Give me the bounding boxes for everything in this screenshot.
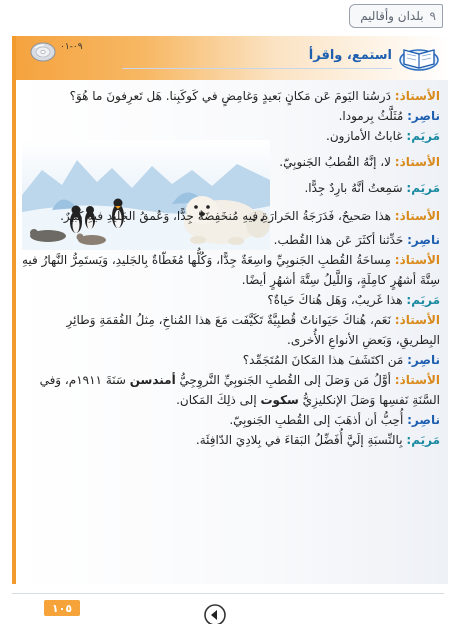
- speaker-label: ناصِر:: [407, 109, 440, 123]
- dialogue-line: [20, 430, 440, 450]
- speaker-label: الأستاذ:: [394, 155, 440, 169]
- speaker-label: الأستاذ:: [394, 313, 440, 327]
- line-text: مُثَلَّثُ بِرمودا.: [338, 109, 404, 123]
- explorer-name-amundsen: أمندسن: [129, 373, 176, 387]
- line-text: حَدِّثنا أكثَرَ عَن هذا القُطب.: [273, 233, 404, 247]
- speaker-label: مَريَم:: [406, 433, 440, 447]
- audio-track-code: ٠٩-٠١: [60, 42, 83, 52]
- dialogue-line: [20, 230, 440, 250]
- speaker-label: ناصِر:: [407, 233, 440, 247]
- line-text: هذا صَحيحٌ، فَدَرَجَةُ الحَرارَةِ فيهِ مُنخَفِضَةٌ جِدًّا، وَعُمقُ الجَليدِ فيهِ كَبيرٌ.: [60, 209, 391, 223]
- speaker-label: الأستاذ:: [394, 209, 440, 223]
- line-text: هذا غَريبٌ، وَهَل هُناكَ حَياةٌ؟: [267, 293, 403, 307]
- dialogue-line: [20, 370, 440, 410]
- dialogue-line: [20, 350, 440, 370]
- speaker-label: الأستاذ:: [394, 373, 440, 387]
- speaker-label: ناصِر:: [407, 353, 440, 367]
- line-text: سَمِعتُ أنَّهُ بارِدٌ جِدًّا.: [304, 181, 403, 195]
- dialogue-line: [20, 310, 440, 350]
- line-text: نَعَم، هُناكَ حَيَواناتٌ قُطبِيَّةٌ تَكَيَّفَت مَعَ هذا المُناخِ، مِثلُ الفُقمَةِ وَطائِرِ البِطريقِ، وَبَعضِ الأنواعِ الأُخرى.: [66, 313, 440, 347]
- line-text-part: سَنَةَ ١٩١١م، وَفي السَّنَةِ نَفسِها وَصَلَ الإنكليزِيُّ: [39, 373, 440, 407]
- line-text: مَن اكتَشَفَ هذا المَكانَ المُتَجَمِّد؟: [242, 353, 404, 367]
- bottom-divider: [12, 593, 444, 594]
- explorer-name-scott: سكوت: [260, 393, 299, 407]
- open-book-icon: [398, 40, 440, 72]
- line-text: غاباتُ الأمازون.: [326, 129, 403, 143]
- title-divider: [122, 68, 392, 69]
- dialogue-line: [20, 290, 440, 310]
- dialogue-line: [20, 152, 440, 172]
- line-text: مِساحَةُ القُطبِ الجَنوبِيِّ واسِعَةٌ جِدًّا، وَكُلُّها مُغَطّاةٌ بِالجَليدِ، وَيَستَمِرُّ النَّهارُ فيهِ سِتَّةَ أشهُرٍ كامِلَةٍ، وَاللَّيلُ سِتَّةَ أشهُرٍ أيضًا.: [22, 253, 440, 287]
- line-text: أُحِبُّ أن أذهَبَ إلى القُطبِ الجَنوبِيّ.: [229, 413, 404, 427]
- dialogue-line: [20, 250, 440, 290]
- unit-tab[interactable]: [349, 4, 443, 28]
- dialogue-line: [20, 410, 440, 430]
- book-page: [12, 36, 448, 584]
- line-text: دَرسُنا اليَومَ عَن مَكانٍ بَعيدٍ وَغامِضٍ في كَوكَبِنا. هَل تَعرِفونَ ما هُوَ؟: [69, 89, 391, 103]
- dialogue-line: [20, 206, 440, 226]
- speaker-label: ناصِر:: [407, 413, 440, 427]
- top-bar: [0, 0, 449, 34]
- page-number: ١٠٥: [44, 600, 80, 616]
- speaker-label: الأستاذ:: [394, 253, 440, 267]
- line-text-part: إلى ذلِكَ المَكان.: [176, 393, 261, 407]
- speaker-label: مَريَم:: [406, 181, 440, 195]
- audio-cd-icon[interactable]: [30, 42, 56, 62]
- unit-title: بلدان وأقاليم: [360, 9, 424, 23]
- dialogue-line: [20, 126, 440, 146]
- dialogue-line: [20, 178, 440, 198]
- section-title: استمع، واقرأ: [308, 48, 392, 63]
- dialogue-line: [20, 86, 440, 106]
- dialogue-text: [20, 86, 440, 450]
- line-text: لا، إنَّهُ القُطبُ الجَنوبِيّ.: [279, 155, 391, 169]
- dialogue-line: [20, 106, 440, 126]
- speaker-label: مَريَم:: [406, 129, 440, 143]
- line-text: بِالنِّسبَةِ إلَيَّ أُفَضِّلُ البَقاءَ في بِلادِيَ الدّافِئَة.: [195, 433, 403, 447]
- speaker-label: مَريَم:: [406, 293, 440, 307]
- unit-number: ٩: [429, 9, 436, 23]
- speaker-label: الأستاذ:: [394, 89, 440, 103]
- line-text-part: أوَّلُ مَن وَصَلَ إلى القُطبِ الجَنوبِيِّ النَّروِجِيُّ: [175, 373, 391, 387]
